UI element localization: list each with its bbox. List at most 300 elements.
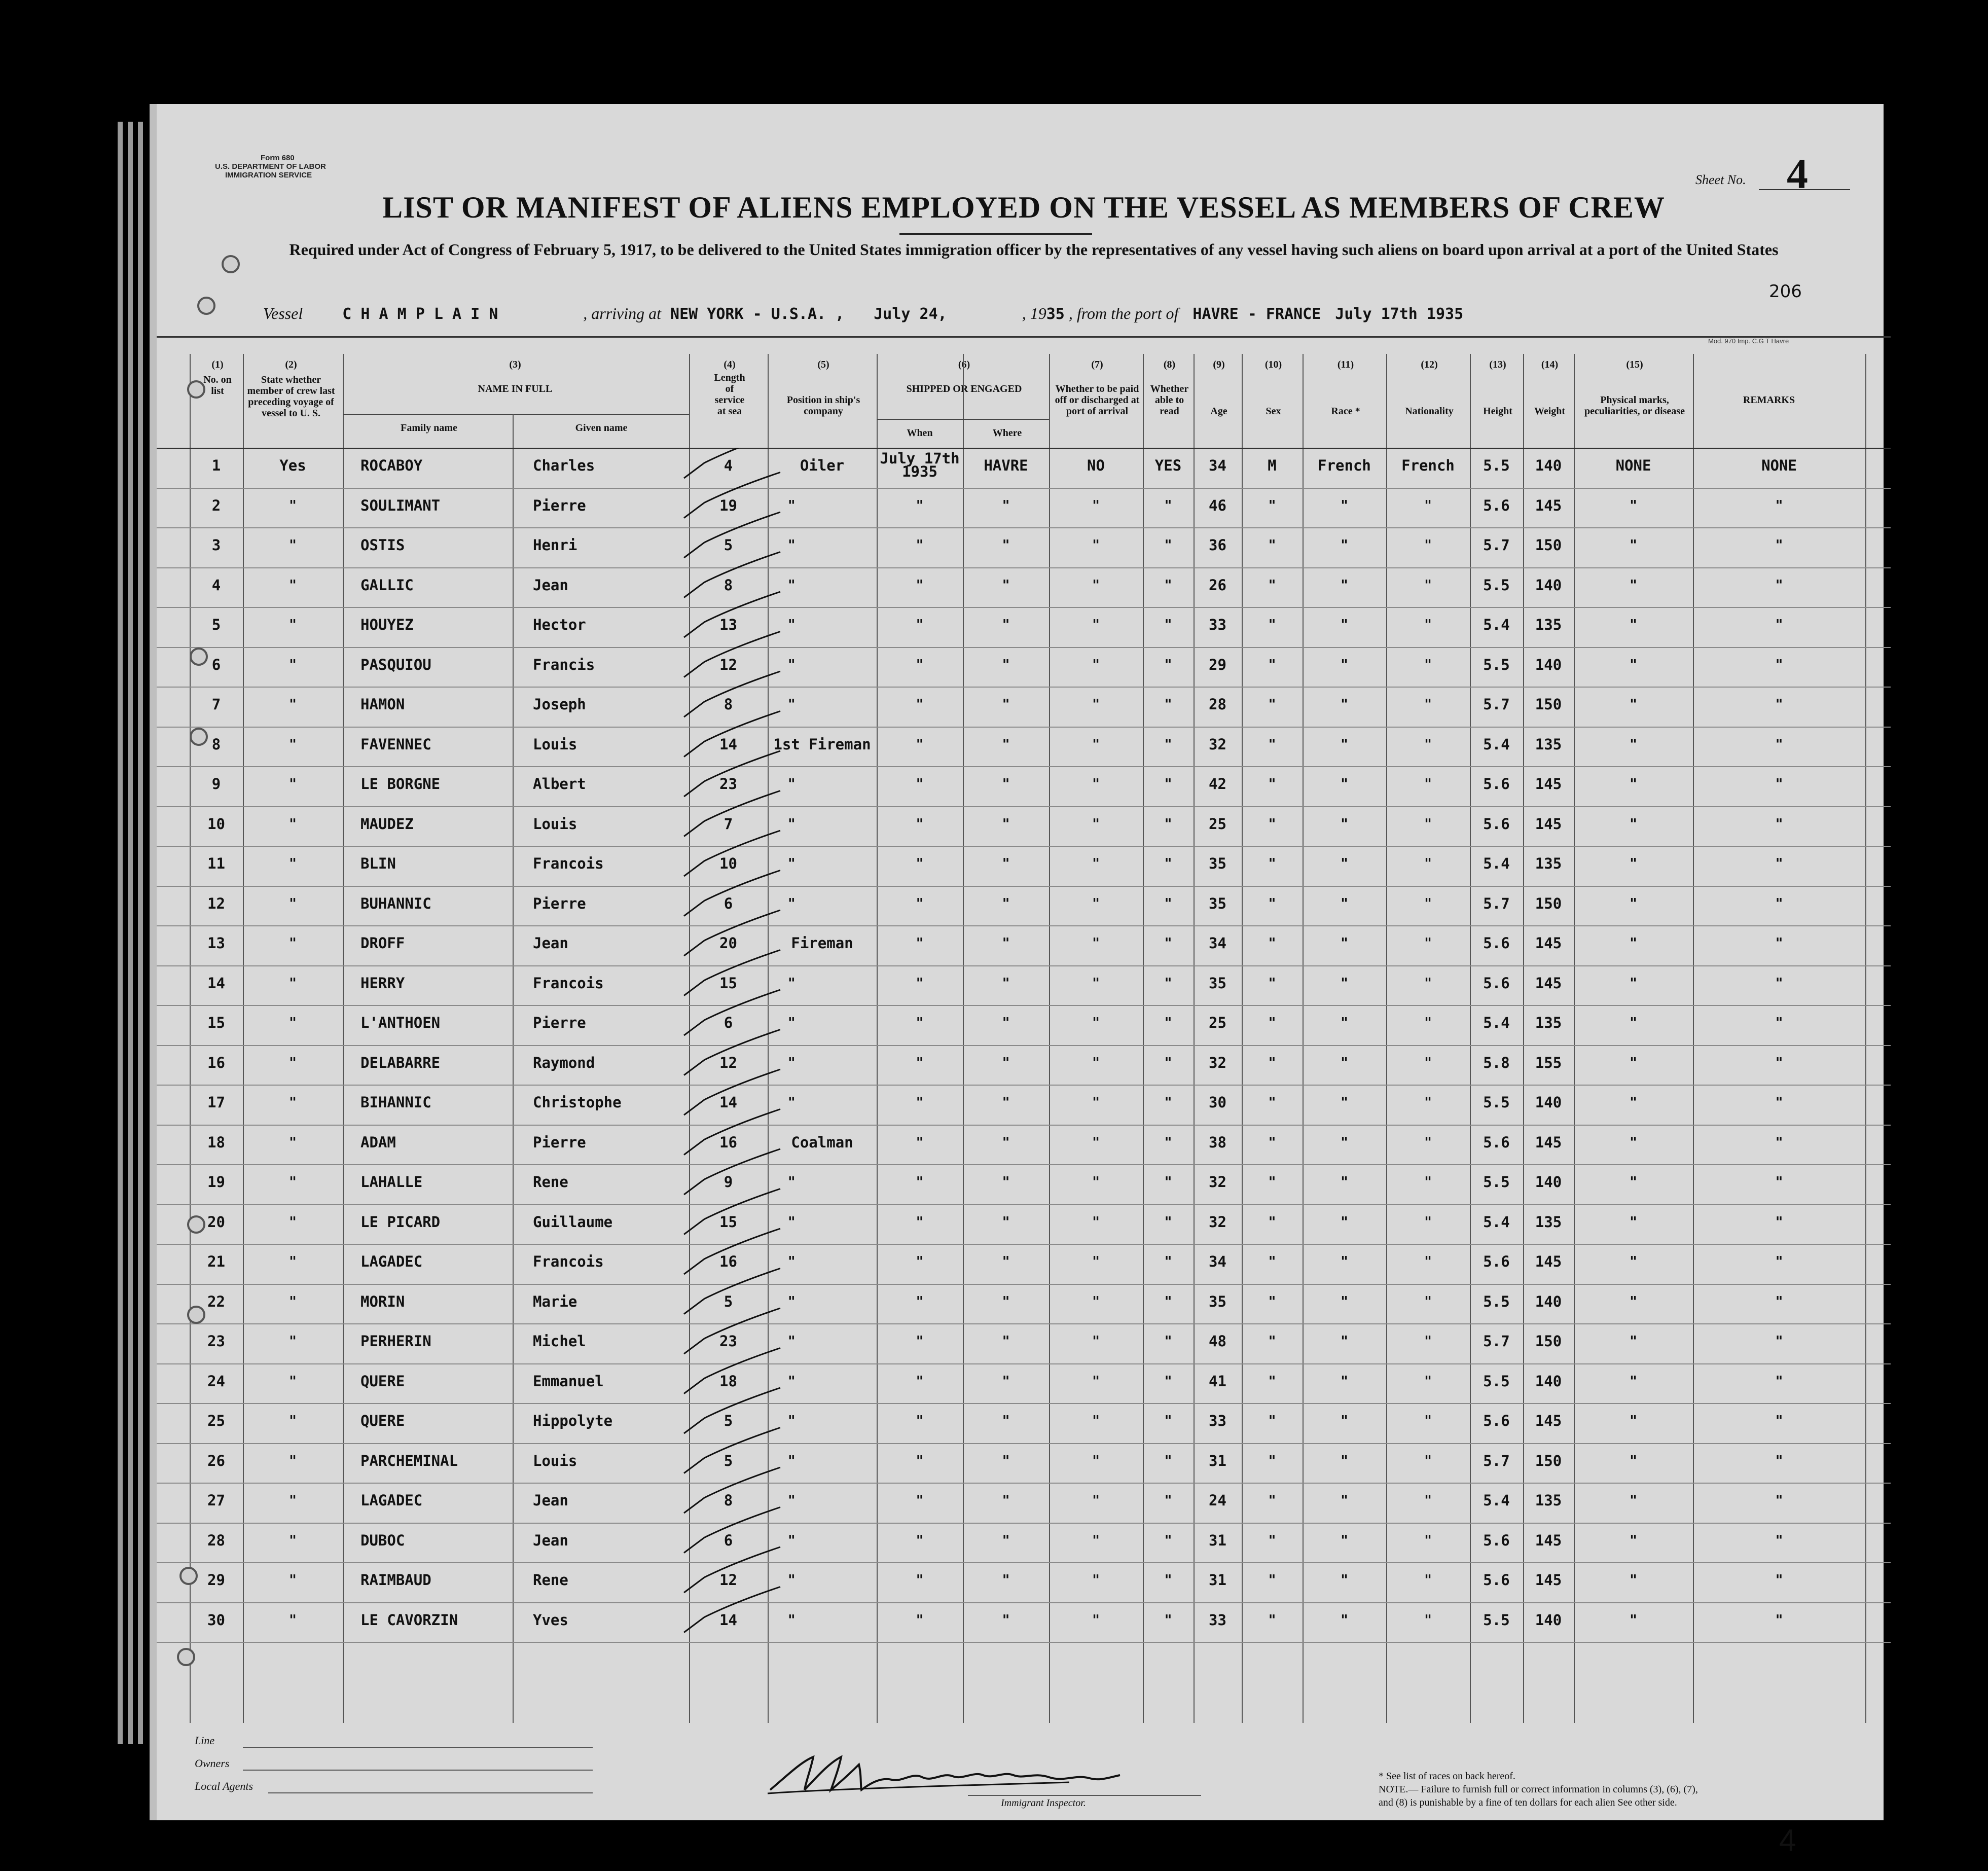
cell-age: 41 [1209,1372,1226,1390]
cell-shipped-where: " [1002,1492,1010,1508]
cell-length-of-service: 8 [724,576,733,594]
cell-weight: 145 [1535,1531,1562,1549]
cell-given-name: Marie [533,1292,577,1310]
row-rule [157,806,1891,807]
cell-row-number: 30 [207,1611,225,1629]
binder-hole [222,255,240,273]
cell-family-name: QUERE [360,1412,405,1429]
cell-row-number: 6 [211,656,221,673]
check-mark [684,1109,780,1155]
inspector-signature [765,1742,1130,1803]
cell-shipped-when: " [916,1452,924,1469]
cell-shipped-where: " [1002,775,1010,792]
check-mark [684,910,780,956]
cell-row-number: 23 [207,1333,225,1350]
cell-age: 33 [1209,1611,1226,1629]
subheader-rule [877,419,1049,420]
cell-shipped-where: " [1002,576,1010,593]
col14-number: (14) [1541,359,1559,370]
col3-header [345,359,685,394]
cell-weight: 140 [1535,576,1562,594]
cell-length-of-service: 23 [719,775,737,793]
cell-row-number: 8 [211,735,221,753]
cell-sex: " [1268,616,1276,633]
cell-paid-off: " [1092,855,1100,872]
cell-paid-off: " [1092,1571,1100,1588]
cell-shipped-where: " [1002,1452,1010,1469]
cell-race: " [1341,1213,1348,1230]
binder-hole [187,1306,205,1324]
cell-race: " [1341,1333,1348,1349]
cell-age: 33 [1209,616,1226,633]
cell-physical-marks: " [1630,1292,1637,1310]
cell-remarks: " [1775,1213,1783,1230]
cell-paid-off: " [1092,696,1100,712]
check-mark [684,592,780,637]
cell-given-name: Jean [533,1531,568,1549]
col7-title: Whether to be paid off or discharged at port of arrival [1055,383,1140,417]
cell-family-name: DELABARRE [360,1054,441,1071]
cell-family-name: LE BORGNE [360,775,441,793]
cell-shipped-when: " [916,1372,924,1389]
cell-position: " [788,1492,796,1508]
cell-remarks: " [1775,1333,1783,1349]
column-rule [1574,354,1575,1723]
cell-previous-voyage: " [289,1492,297,1508]
cell-age: 24 [1209,1492,1226,1509]
cell-age: 26 [1209,576,1226,594]
col1-number: (1) [211,359,224,370]
cell-race: " [1341,1253,1348,1270]
cell-shipped-where: " [1002,934,1010,951]
cell-weight: 145 [1535,815,1562,833]
cell-able-to-read: " [1164,696,1172,712]
cell-nationality: " [1424,1014,1432,1031]
cell-sex: " [1268,1054,1276,1071]
row-rule [157,1085,1891,1086]
cell-row-number: 27 [207,1492,225,1509]
cell-family-name: HOUYEZ [360,616,414,633]
cell-race: French [1318,457,1371,474]
row-rule [157,1164,1891,1165]
cell-length-of-service: 20 [719,934,737,952]
cell-remarks: " [1775,1014,1783,1031]
cell-previous-voyage: " [289,1014,297,1031]
cell-weight: 140 [1535,1611,1562,1629]
cell-previous-voyage: " [289,576,297,593]
cell-given-name: Yves [533,1611,568,1629]
cell-length-of-service: 9 [724,1173,733,1191]
cell-height: 5.8 [1483,1054,1510,1071]
form-identifier [215,154,326,179]
cell-weight: 145 [1535,1412,1562,1429]
title-rule [899,233,1092,235]
cell-nationality: " [1424,1253,1432,1270]
column-rule [963,354,964,1723]
sheet-number-label: Sheet No. [1695,172,1746,187]
cell-position: 1st Fireman [773,735,871,753]
cell-shipped-where: " [1002,735,1010,752]
cell-able-to-read: " [1164,1292,1172,1310]
col9-number: (9) [1213,359,1225,370]
cell-race: " [1341,855,1348,872]
cell-sex: " [1268,815,1276,832]
check-mark [684,1507,780,1553]
cell-able-to-read: " [1164,1213,1172,1230]
cell-age: 31 [1209,1452,1226,1469]
cell-race: " [1341,1492,1348,1508]
cell-age: 33 [1209,1412,1226,1429]
cell-race: " [1341,1412,1348,1429]
cell-nationality: " [1424,855,1432,872]
cell-nationality: " [1424,496,1432,514]
cell-position: " [788,775,796,792]
cell-position: " [788,1333,796,1349]
cell-able-to-read: " [1164,894,1172,912]
cell-previous-voyage: " [289,934,297,951]
cell-physical-marks: " [1630,1094,1637,1110]
line-field [243,1747,593,1748]
check-mark [684,1547,780,1593]
cell-previous-voyage: " [289,536,297,553]
cell-length-of-service: 6 [724,1014,733,1031]
cell-length-of-service: 14 [719,1611,737,1629]
cell-height: 5.6 [1483,815,1510,833]
cell-race: " [1341,1372,1348,1389]
cell-position: " [788,1054,796,1071]
cell-height: 5.6 [1483,496,1510,514]
binder-hole [177,1648,195,1666]
local-agents-field [268,1792,593,1793]
cell-length-of-service: 8 [724,1492,733,1509]
cell-paid-off: " [1092,1094,1100,1110]
check-mark [684,1388,780,1433]
cell-remarks: " [1775,934,1783,951]
cell-nationality: " [1424,735,1432,752]
cell-able-to-read: " [1164,616,1172,633]
col4-header [692,359,768,417]
cell-paid-off: " [1092,1412,1100,1429]
cell-remarks: " [1775,1492,1783,1508]
cell-length-of-service: 15 [719,1213,737,1231]
cell-physical-marks: " [1630,1611,1637,1628]
col12-header [1389,359,1470,417]
cell-age: 25 [1209,815,1226,833]
check-mark [684,671,780,717]
cell-able-to-read: " [1164,934,1172,951]
cell-race: " [1341,735,1348,752]
cell-sex: " [1268,1333,1276,1349]
cell-shipped-when: " [916,775,924,792]
cell-physical-marks: " [1630,1054,1637,1071]
cell-age: 28 [1209,696,1226,713]
cell-age: 34 [1209,934,1226,952]
cell-race: " [1341,1173,1348,1190]
col7-header [1052,359,1143,417]
column-rule [1386,354,1387,1723]
cell-previous-voyage: " [289,696,297,712]
cell-able-to-read: " [1164,1571,1172,1588]
cell-given-name: Rene [533,1571,568,1589]
cell-paid-off: " [1092,1492,1100,1508]
cell-remarks: " [1775,974,1783,991]
check-mark [684,831,780,876]
year-label: , 19 [1022,304,1046,322]
cell-weight: 145 [1535,496,1562,514]
cell-position: " [788,576,796,593]
row-rule [157,1562,1891,1563]
cell-shipped-where: " [1002,1333,1010,1349]
cell-height: 5.6 [1483,1571,1510,1589]
cell-race: " [1341,1611,1348,1628]
document-subtitle: Required under Act of Congress of February 5, 1917, to be delivered to the United States immigration officer by the representatives of any vessel having such aliens on board upon arrival at a port of the United States [289,240,1779,259]
row-rule [157,965,1891,966]
column-rule [1049,354,1050,1723]
cell-paid-off: " [1092,656,1100,673]
cell-race: " [1341,894,1348,912]
row-rule [157,1403,1891,1404]
col3-number: (3) [509,359,521,370]
cell-height: 5.6 [1483,974,1510,992]
cell-nationality: " [1424,656,1432,673]
cell-physical-marks: " [1630,815,1637,832]
cell-previous-voyage: " [289,1412,297,1429]
cell-length-of-service: 18 [719,1372,737,1390]
cell-position: " [788,1571,796,1588]
cell-family-name: HAMON [360,696,405,713]
cell-paid-off: " [1092,1213,1100,1230]
cell-given-name: Francois [533,855,604,872]
cell-family-name: GALLIC [360,576,414,594]
cell-remarks: " [1775,1253,1783,1270]
cell-family-name: RAIMBAUD [360,1571,431,1589]
row-rule [157,1523,1891,1524]
cell-able-to-read: " [1164,1173,1172,1190]
cell-physical-marks: " [1630,1372,1637,1389]
cell-position: " [788,1611,796,1628]
cell-remarks: " [1775,1611,1783,1628]
cell-shipped-where: " [1002,1133,1010,1150]
cell-able-to-read: " [1164,1531,1172,1549]
cell-paid-off: " [1092,1292,1100,1310]
cell-weight: 140 [1535,457,1562,474]
cell-length-of-service: 6 [724,894,733,912]
cell-given-name: Henri [533,536,577,554]
check-mark [684,950,780,996]
cell-able-to-read: " [1164,855,1172,872]
cell-nationality: " [1424,775,1432,792]
cell-able-to-read: " [1164,1094,1172,1110]
cell-given-name: Jean [533,934,568,952]
check-mark [684,448,780,478]
cell-family-name: BLIN [360,855,396,872]
cell-height: 5.7 [1483,696,1510,713]
pencil-check-marks [674,448,856,1715]
cell-length-of-service: 19 [719,496,737,514]
cell-family-name: MORIN [360,1292,405,1310]
cell-race: " [1341,1452,1348,1469]
col6-title: SHIPPED OR ENGAGED [906,383,1022,394]
cell-length-of-service: 6 [724,1531,733,1549]
cell-weight: 150 [1535,894,1562,912]
cell-nationality: " [1424,1213,1432,1230]
cell-nationality: " [1424,616,1432,633]
cell-row-number: 3 [211,536,221,554]
cell-given-name: Guillaume [533,1213,613,1231]
cell-sex: " [1268,1611,1276,1628]
cell-row-number: 28 [207,1531,225,1549]
cell-given-name: Emmanuel [533,1372,604,1390]
cell-shipped-where: " [1002,696,1010,712]
cell-given-name: Louis [533,815,577,833]
cell-physical-marks: " [1630,775,1637,792]
cell-given-name: Hector [533,616,586,633]
cell-family-name: ADAM [360,1133,396,1151]
col11-title: Race * [1331,406,1360,417]
cell-remarks: " [1775,1412,1783,1429]
cell-remarks: " [1775,496,1783,514]
cell-weight: 135 [1535,735,1562,753]
row-rule [157,1125,1891,1126]
cell-paid-off: " [1092,1611,1100,1628]
cell-sex: " [1268,735,1276,752]
check-mark [684,791,780,837]
col3-title: NAME IN FULL [478,383,553,394]
cell-given-name: Jean [533,1492,568,1509]
cell-sex: " [1268,1531,1276,1549]
cell-position: " [788,855,796,872]
cell-remarks: " [1775,536,1783,553]
cell-given-name: Raymond [533,1054,595,1071]
cell-sex: " [1268,1412,1276,1429]
cell-row-number: 9 [211,775,221,793]
cell-able-to-read: " [1164,496,1172,514]
cell-paid-off: " [1092,616,1100,633]
cell-sex: " [1268,1173,1276,1190]
cell-previous-voyage: " [289,496,297,514]
cell-paid-off: NO [1087,457,1105,474]
cell-race: " [1341,496,1348,514]
row-rule [157,1045,1891,1046]
cell-physical-marks: " [1630,1333,1637,1349]
cell-paid-off: " [1092,576,1100,593]
cell-weight: 135 [1535,855,1562,872]
cell-previous-voyage: " [289,1292,297,1310]
arriving-label: , arriving at [583,304,662,322]
cell-shipped-when: " [916,934,924,951]
cell-shipped-where: " [1002,1412,1010,1429]
cell-family-name: LE PICARD [360,1213,441,1231]
cell-row-number: 13 [207,934,225,952]
cell-sex: " [1268,1213,1276,1230]
owners-field [243,1770,593,1771]
cell-paid-off: " [1092,536,1100,553]
cell-able-to-read: " [1164,536,1172,553]
col3b-header: Given name [575,422,628,434]
cell-remarks: " [1775,656,1783,673]
cell-sex: " [1268,1571,1276,1588]
cell-row-number: 29 [207,1571,225,1589]
cell-length-of-service: 5 [724,1452,733,1469]
check-mark [684,552,780,598]
cell-shipped-when: " [916,1492,924,1508]
cell-given-name: Jean [533,576,568,594]
cell-shipped-when: " [916,696,924,712]
cell-age: 46 [1209,496,1226,514]
cell-race: " [1341,815,1348,832]
cell-row-number: 7 [211,696,221,713]
cell-height: 5.5 [1483,1094,1510,1111]
cell-nationality: " [1424,1452,1432,1469]
stamped-number: 206 [1769,281,1802,302]
col14-header [1526,359,1574,417]
cell-height: 5.5 [1483,457,1510,474]
cell-shipped-when: " [916,616,924,633]
document-title: LIST OR MANIFEST OF ALIENS EMPLOYED ON THE VESSEL AS MEMBERS OF CREW [382,191,1665,224]
cell-physical-marks: " [1630,576,1637,593]
cell-shipped-where: " [1002,1213,1010,1230]
cell-height: 5.6 [1483,1412,1510,1429]
cell-row-number: 26 [207,1452,225,1469]
subheader-rule [343,414,689,415]
cell-row-number: 22 [207,1292,225,1310]
cell-sex: " [1268,855,1276,872]
manifest-table [157,354,1891,1723]
col6-number: (6) [958,359,970,370]
cell-position: Coalman [791,1133,853,1151]
cell-nationality: " [1424,1611,1432,1628]
cell-paid-off: " [1092,1173,1100,1190]
check-mark [684,1348,780,1394]
cell-position: " [788,656,796,673]
cell-previous-voyage: " [289,775,297,792]
cell-position: " [788,1372,796,1389]
check-mark [684,632,780,677]
footnotes [1328,1770,1708,1809]
check-mark [684,711,780,757]
cell-able-to-read: " [1164,815,1172,832]
col4-number: (4) [724,359,736,370]
col4-title: Length of service at sea [714,372,745,417]
check-mark [684,990,780,1035]
cell-length-of-service: 13 [719,616,737,633]
cell-paid-off: " [1092,496,1100,514]
cell-shipped-when: " [916,1213,924,1230]
cell-family-name: SOULIMANT [360,496,441,514]
column-rule [1143,354,1144,1723]
cell-physical-marks: " [1630,974,1637,991]
cell-shipped-when: " [916,1571,924,1588]
cell-weight: 145 [1535,1133,1562,1151]
cell-position: " [788,496,796,514]
col9-title: Age [1210,406,1227,417]
cell-shipped-where: " [1002,616,1010,633]
cell-physical-marks: " [1630,1014,1637,1031]
col13-number: (13) [1489,359,1506,370]
cell-family-name: MAUDEZ [360,815,414,833]
row-rule [157,846,1891,847]
cell-row-number: 4 [211,576,221,594]
cell-age: 48 [1209,1333,1226,1350]
cell-length-of-service: 14 [719,1094,737,1111]
cell-shipped-when: " [916,1173,924,1190]
cell-race: " [1341,1014,1348,1031]
cell-remarks: " [1775,815,1783,832]
cell-sex: " [1268,1372,1276,1389]
cell-weight: 145 [1535,1253,1562,1270]
cell-previous-voyage: " [289,1452,297,1469]
cell-length-of-service: 12 [719,656,737,673]
